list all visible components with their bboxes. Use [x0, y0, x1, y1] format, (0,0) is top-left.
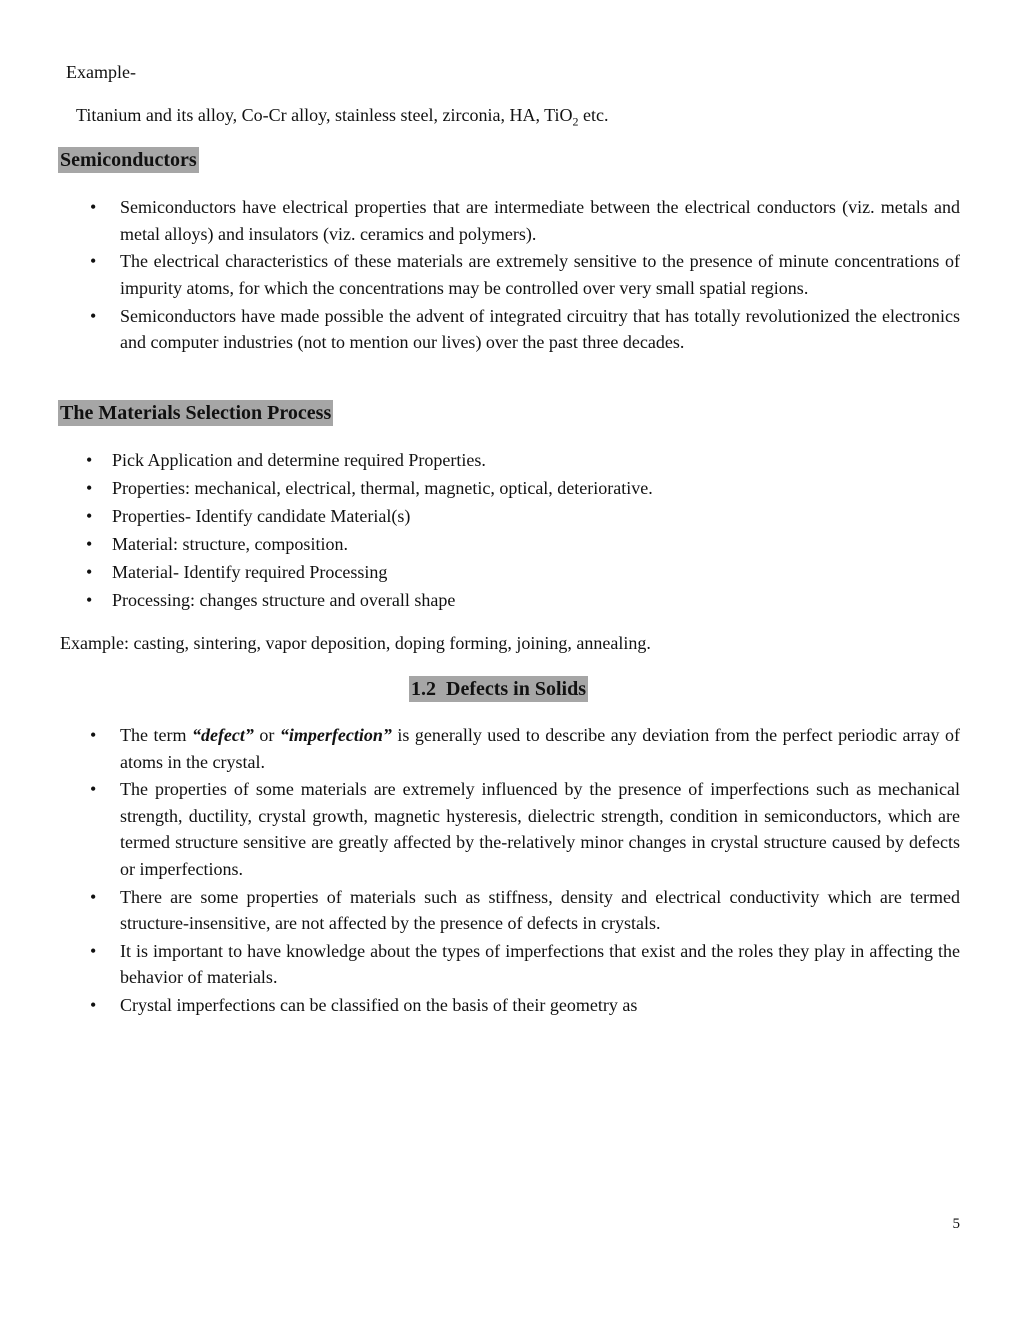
list-item: • Material: structure, composition.	[112, 530, 960, 558]
page-number: 5	[952, 1216, 960, 1232]
list-item: • The electrical characteristics of these materials are extremely sensitive to the presence of minute concentrations of impurity atoms, for which the concentrations may be controlled over very small spatial regions.	[120, 248, 960, 301]
list-item: • Semiconductors have electrical properties that are intermediate between the electrical conductors (viz. metals and metal alloys) and insulators (viz. ceramics and polymers).	[120, 194, 960, 247]
term-defect: “defect”	[191, 725, 254, 745]
list-item	[90, 722, 960, 775]
example-materials-text: Titanium and its alloy, Co-Cr alloy, stainless steel, zirconia, HA, TiO	[76, 105, 573, 125]
bullet-icon: •	[90, 725, 97, 745]
list-item: • The properties of some materials are extremely influenced by the presence of imperfections such as mechanical strength, ductility, crystal growth, magnetic hysteresis, dielectric strength, condition in semiconductors, which are termed structure sensitive are greatly affected by the-relatively minor changes in crystal structure caused by defects or imperfections.	[120, 776, 960, 882]
selection-example: Example: casting, sintering, vapor deposition, doping forming, joining, annealing.	[60, 633, 651, 653]
materials-selection-heading: The Materials Selection Process	[60, 402, 332, 424]
list-item: • Processing: changes structure and overall shape	[112, 586, 960, 614]
bullet-icon: •	[86, 590, 93, 610]
bullet-icon: •	[86, 534, 93, 554]
bullet-icon: •	[86, 562, 93, 582]
bullet-icon: •	[90, 779, 97, 800]
defects-bullet-list	[90, 722, 960, 1020]
list-item: • Properties: mechanical, electrical, thermal, magnetic, optical, deteriorative.	[112, 474, 960, 502]
example-materials-line	[76, 104, 609, 129]
bullet-icon: •	[86, 450, 93, 470]
bullet-icon: •	[86, 506, 93, 526]
bullet-icon: •	[90, 940, 97, 961]
term-imperfection: “imperfection”	[279, 725, 392, 745]
subscript-2: 2	[572, 114, 579, 129]
defect-definition: The term “defect” or “imperfection” is generally used to describe any deviation from the perfect periodic array of atoms in the crystal.	[120, 725, 960, 772]
selection-bullet-list	[86, 446, 960, 614]
defects-heading: 1.2 Defects in Solids	[411, 678, 586, 700]
list-item: • Pick Application and determine required Properties.	[112, 446, 960, 474]
list-item: • Crystal imperfections can be classified on the basis of their geometry as	[120, 992, 960, 1019]
list-item: • Properties- Identify candidate Material(s)	[112, 502, 960, 530]
semiconductors-bullet-list	[90, 194, 960, 357]
list-item: • It is important to have knowledge about the types of imperfections that exist and the roles they play in affecting the behavior of materials.	[120, 938, 960, 991]
bullet-icon: •	[90, 995, 97, 1016]
example-materials-suffix: etc.	[578, 105, 609, 125]
bullet-icon: •	[90, 251, 97, 272]
semiconductors-heading: Semiconductors	[60, 149, 197, 171]
list-item: • Material- Identify required Processing	[112, 558, 960, 586]
bullet-icon: •	[90, 886, 97, 907]
example-label: Example-	[66, 62, 136, 82]
bullet-icon: •	[90, 305, 97, 326]
list-item: • Semiconductors have made possible the advent of integrated circuitry that has totally revolutionized the electronics and computer industries (not to mention our lives) over the past three decades.	[120, 303, 960, 356]
bullet-icon: •	[86, 478, 93, 498]
bullet-icon: •	[90, 197, 97, 217]
list-item: • There are some properties of materials such as stiffness, density and electrical conductivity which are termed structure-insensitive, are not affected by the presence of defects in crystals.	[120, 884, 960, 937]
